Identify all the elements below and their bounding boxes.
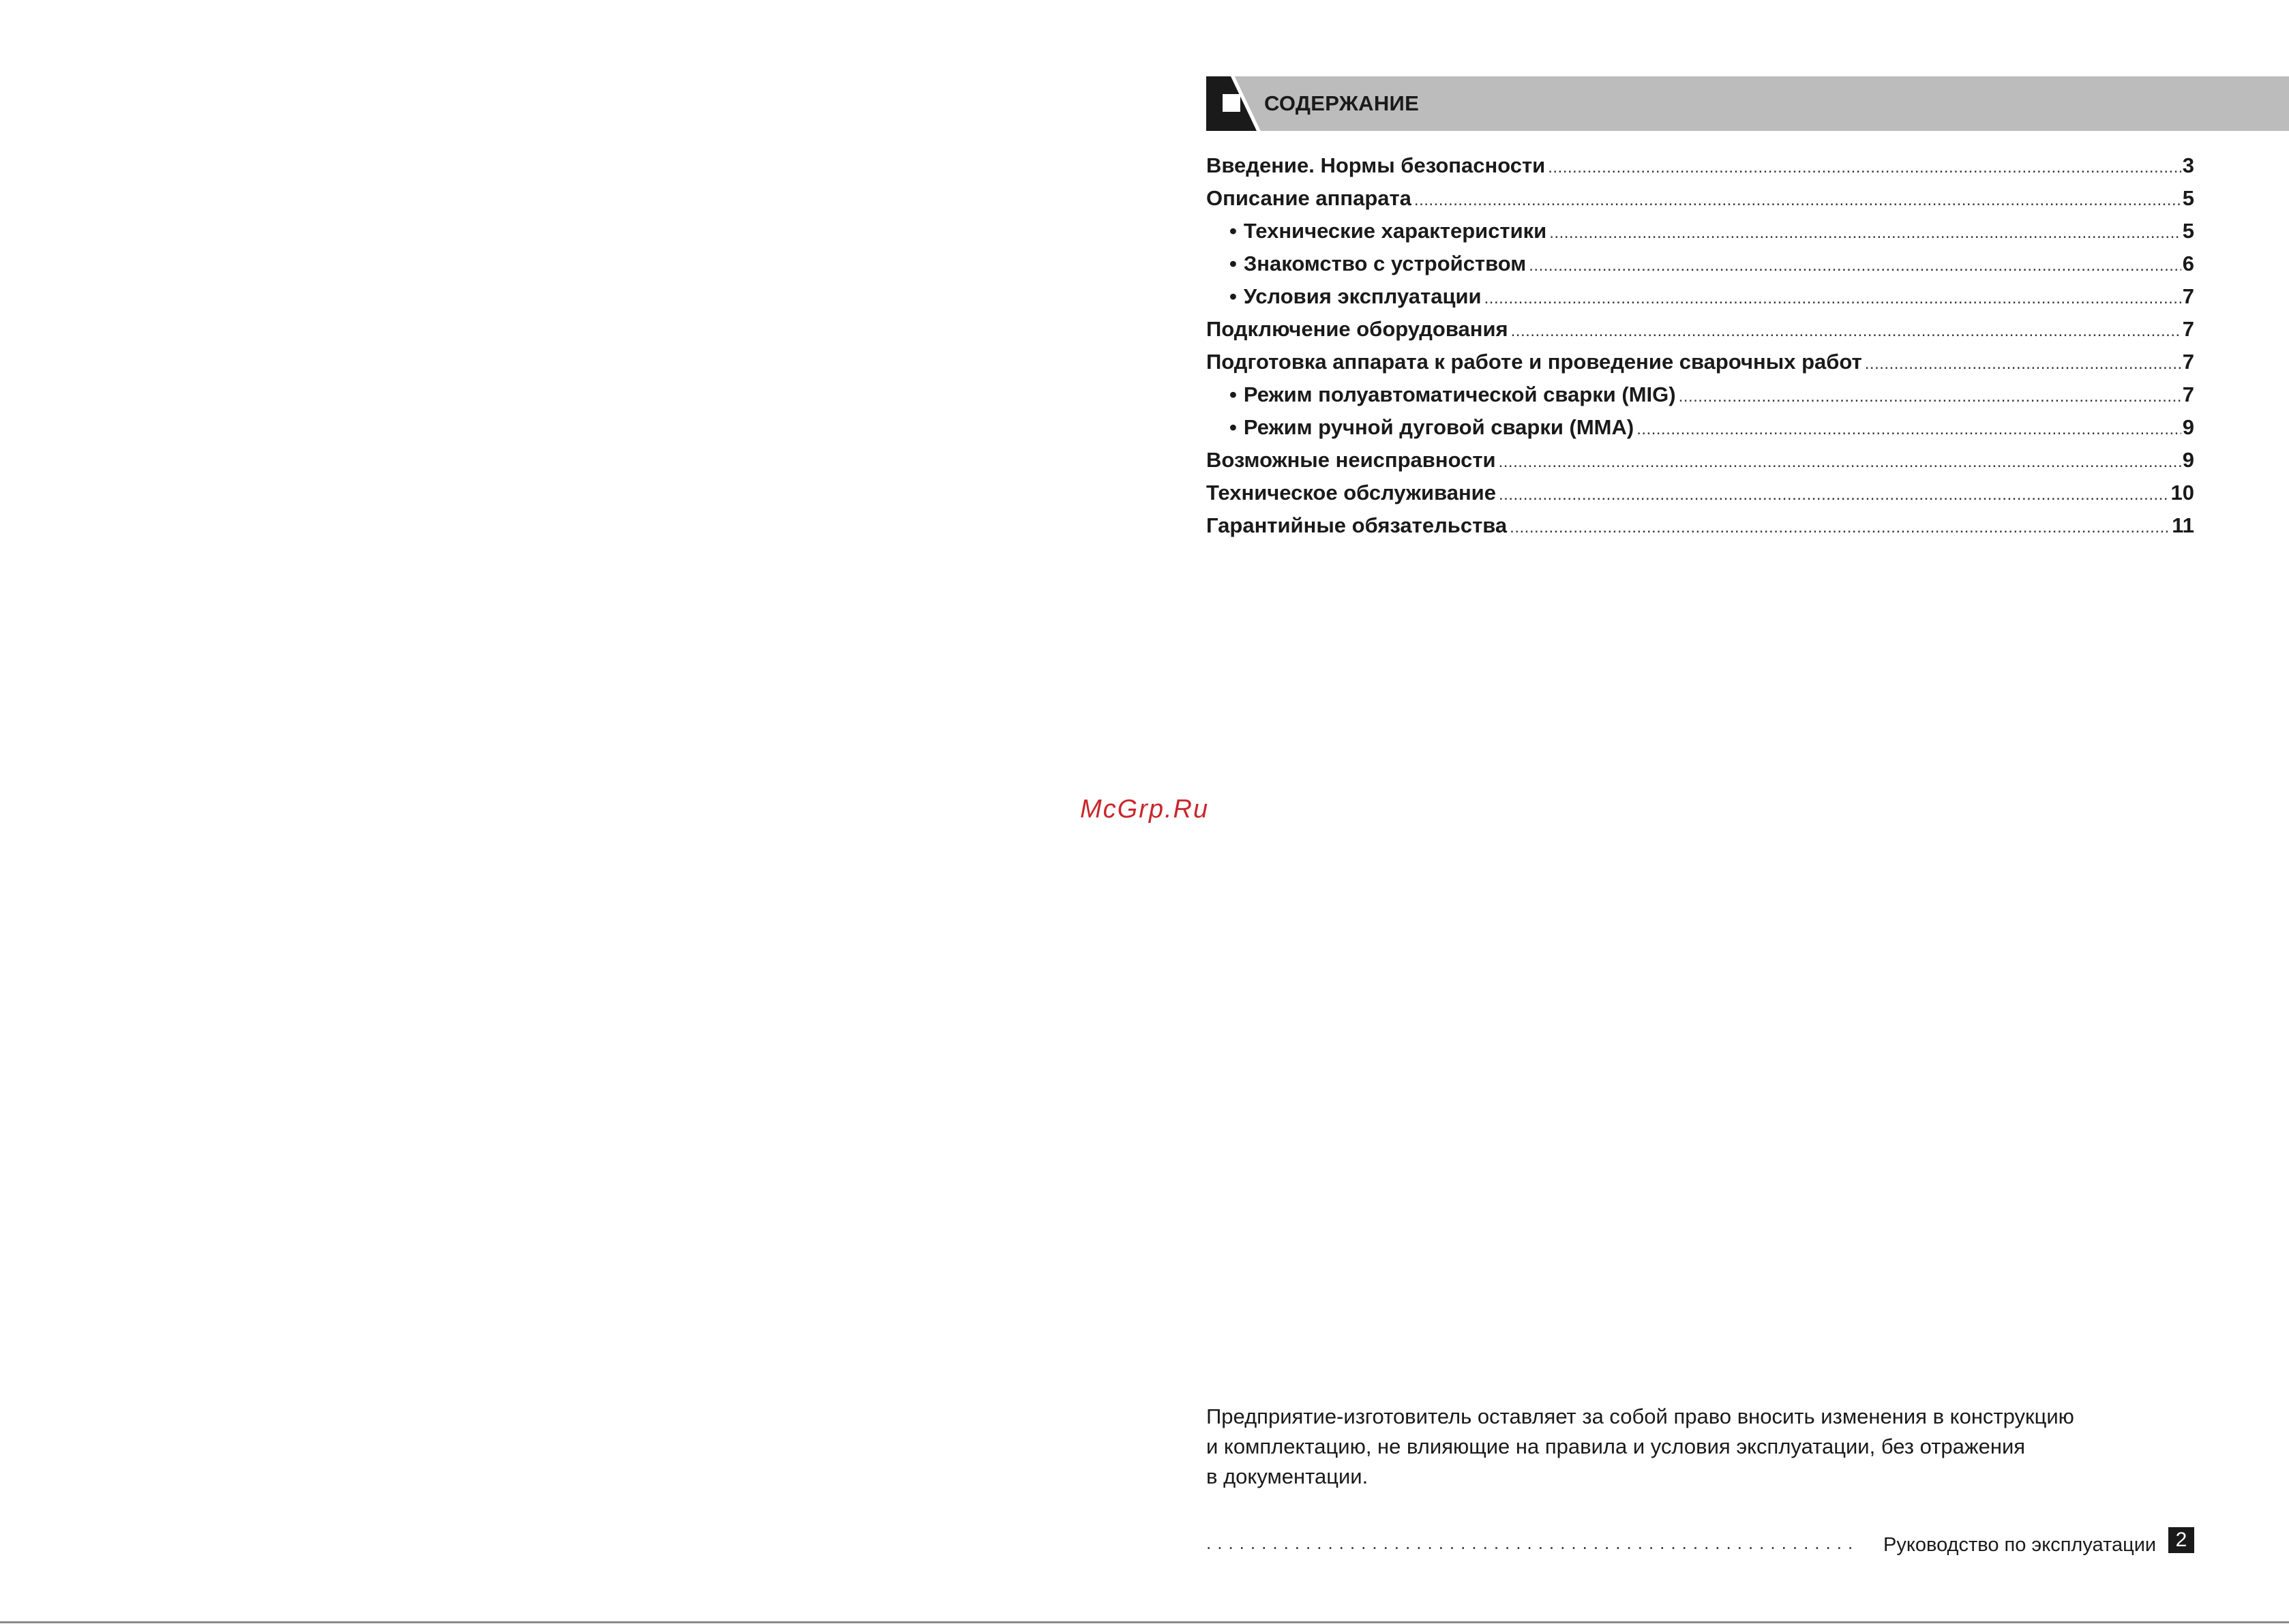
toc-entry-page: 7	[2182, 350, 2194, 374]
toc-entry-label: Техническое обслуживание	[1206, 481, 1496, 505]
toc-leader-dots	[1549, 217, 2181, 247]
toc-leader-dots	[1484, 282, 2181, 313]
disclaimer-line: в документации.	[1206, 1464, 1368, 1488]
toc-leader-dots	[1865, 348, 2181, 378]
toc-leader-dots	[1510, 511, 2170, 542]
toc-entry[interactable]	[1206, 411, 2194, 444]
disclaimer-text	[1206, 1402, 2174, 1492]
toc-leader-dots	[1511, 315, 2181, 346]
toc-entry[interactable]	[1206, 149, 2194, 182]
toc-entry-page: 5	[2182, 219, 2194, 243]
toc-bullet: •	[1229, 284, 1237, 308]
toc-entry-page: 5	[2182, 186, 2194, 210]
toc-bullet: •	[1229, 415, 1237, 439]
toc-entry[interactable]	[1206, 346, 2194, 378]
page-number: 2	[2168, 1527, 2194, 1553]
toc-entry-page: 9	[2182, 448, 2194, 472]
toc-entry-page: 7	[2182, 382, 2194, 406]
toc-leader-dots	[1529, 250, 2181, 280]
toc-entry[interactable]	[1206, 280, 2194, 313]
disclaimer-line: и комплектацию, не влияющие на правила и условия эксплуатации, без отражения	[1206, 1434, 2026, 1458]
toc-entry-label: Описание аппарата	[1206, 186, 1411, 210]
toc-entry-page: 9	[2182, 415, 2194, 439]
toc-entry[interactable]	[1206, 509, 2194, 542]
toc-entry-label: Гарантийные обязательства	[1206, 513, 1508, 537]
table-of-contents	[1206, 149, 2194, 542]
toc-entry[interactable]	[1206, 313, 2194, 346]
watermark-link[interactable]: McGrp.Ru	[1080, 795, 1210, 824]
toc-leader-dots	[1636, 413, 2181, 444]
toc-entry-page: 3	[2182, 153, 2194, 177]
toc-entry-page: 6	[2182, 252, 2194, 275]
toc-entry[interactable]	[1206, 477, 2194, 509]
toc-entry[interactable]	[1206, 247, 2194, 280]
toc-entry-label: Режим ручной дуговой сварки (MMA)	[1243, 415, 1634, 439]
bottom-divider	[0, 1621, 2289, 1623]
toc-bullet: •	[1229, 382, 1237, 406]
toc-entry[interactable]	[1206, 182, 2194, 215]
toc-entry-label: Подготовка аппарата к работе и проведение сварочных работ	[1206, 350, 1862, 374]
toc-bullet: •	[1229, 252, 1237, 275]
toc-entry-page: 10	[2170, 481, 2194, 505]
toc-entry-page: 7	[2182, 284, 2194, 308]
page-title: СОДЕРЖАНИЕ	[1264, 91, 1420, 115]
toc-entry-label: Технические характеристики	[1243, 219, 1547, 243]
toc-entry-label: Условия эксплуатации	[1243, 284, 1482, 308]
footer-leader-dots: ...........................................................	[1206, 1533, 1859, 1553]
footer-label: Руководство по эксплуатации	[1883, 1534, 2157, 1556]
toc-entry-page: 7	[2182, 317, 2194, 341]
toc-entry-page: 11	[2172, 513, 2194, 537]
toc-entry-label: Подключение оборудования	[1206, 317, 1508, 341]
toc-entry[interactable]	[1206, 378, 2194, 411]
toc-entry-label: Знакомство с устройством	[1243, 252, 1527, 275]
toc-entry-label: Введение. Нормы безопасности	[1206, 153, 1546, 177]
disclaimer-line: Предприятие-изготовитель оставляет за собой право вносить изменения в конструкцию	[1206, 1404, 2074, 1428]
toc-leader-dots	[1499, 479, 2170, 509]
toc-leader-dots	[1679, 380, 2181, 411]
toc-entry-label: Режим полуавтоматической сварки (MIG)	[1243, 382, 1676, 406]
toc-leader-dots	[1499, 446, 2181, 477]
section-marker-icon	[1206, 76, 1261, 131]
toc-bullet: •	[1229, 219, 1237, 243]
toc-entry[interactable]	[1206, 444, 2194, 477]
toc-leader-dots	[1548, 151, 2181, 182]
toc-entry-label: Возможные неисправности	[1206, 448, 1496, 472]
toc-leader-dots	[1414, 184, 2181, 215]
toc-entry[interactable]	[1206, 215, 2194, 247]
